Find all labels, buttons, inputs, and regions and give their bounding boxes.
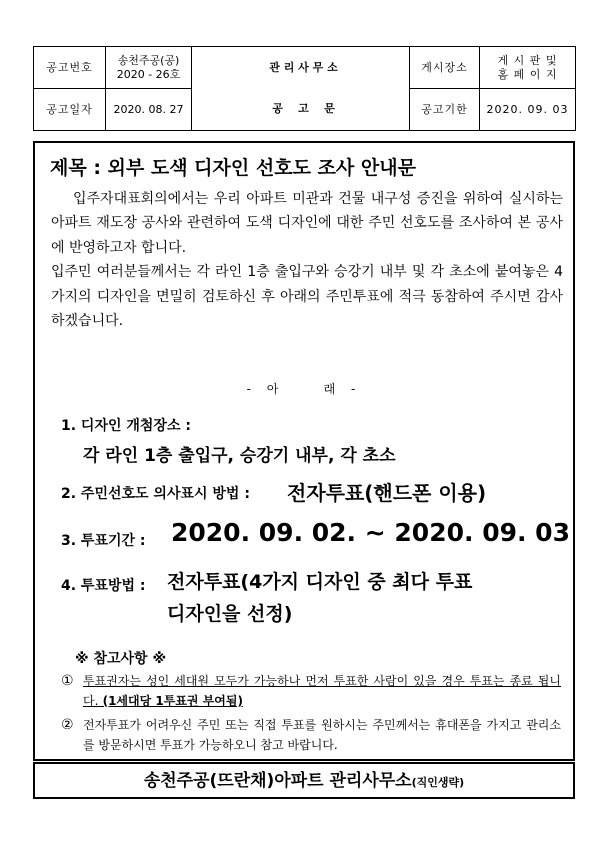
note-2-symbol: ② (61, 717, 74, 733)
notice-body (33, 141, 575, 761)
intro-text (51, 187, 563, 333)
note-1-text: 투표권자는 성인 세대원 모두가 가능하나 먼저 투표한 사람이 있을 경우 투표는 종료 됩니다. (83, 674, 561, 708)
note-1 (61, 671, 561, 711)
notice-date-value: 2020. 08. 27 (106, 89, 192, 131)
notice-number-value (106, 47, 192, 89)
item-2-value: 전자투표(핸드폰 이용) (287, 481, 487, 505)
item-1-value: 각 라인 1층 출입구, 승강기 내부, 각 초소 (83, 446, 396, 466)
post-place-line2: 홈 페 이 지 (497, 67, 558, 81)
office-title: 관 리 사 무 소 (192, 47, 410, 89)
item-3-label: 3. 투표기간 : (61, 533, 146, 549)
post-place-label: 게시장소 (410, 47, 480, 89)
post-place-value (480, 47, 576, 89)
intro-paragraph-2: 입주민 여러분들께서는 각 라인 1층 출입구와 승강기 내부 및 각 초소에 붙여놓은 4가지의 디자인을 면밀히 검토하신 후 아래의 주민투표에 적극 동참하여 주시면 감사하겠습니다. (51, 264, 563, 330)
notice-number-line2: 2020 - 26호 (116, 67, 181, 81)
item-4-value-line2: 디자인을 선정) (167, 603, 293, 625)
notice-number-line1: 송천주공(공) (117, 53, 180, 67)
notes-heading: ※ 참고사항 ※ (75, 651, 167, 667)
item-4-label: 4. 투표방법 : (61, 578, 146, 594)
intro-paragraph-1: 입주자대표회의에서는 우리 아파트 미관과 건물 내구성 증진을 위하여 실시하는 아파트 재도장 공사와 관련하여 도색 디자인에 대한 주민 선호도를 조사하여 본 공사에 반영하고자 합니다. (51, 191, 563, 256)
item-3-value: 2020. 09. 02. ~ 2020. 09. 03 (171, 518, 570, 547)
notice-period-label: 공고기한 (410, 89, 480, 131)
notice-header-table (33, 46, 576, 131)
announcement-title: 공 고 문 (192, 89, 410, 131)
note-2 (61, 715, 561, 755)
note-1-emphasis: (1세대당 1투표권 부여됨) (98, 694, 243, 708)
below-marker: - 아 래 - (246, 382, 362, 396)
office-signature (33, 762, 575, 799)
document-title: 제목 : 외부 도색 디자인 선호도 조사 안내문 (50, 157, 416, 179)
notice-period-value: 2020. 09. 03 (480, 89, 576, 131)
item-1-label: 1. 디자인 개첨장소 : (61, 418, 191, 434)
seal-note: (직인생략) (411, 776, 465, 789)
notice-date-label: 공고일자 (34, 89, 106, 131)
item-2-label: 2. 주민선호도 의사표시 방법 : (61, 486, 250, 502)
notice-number-label: 공고번호 (34, 47, 106, 89)
note-1-symbol: ① (61, 673, 74, 689)
office-name: 송천주공(뜨란채)아파트 관리사무소 (143, 771, 412, 791)
post-place-line1: 게 시 판 및 (497, 53, 558, 67)
note-2-text: 전자투표가 어려우신 주민 또는 직접 투표를 원하시는 주민께서는 휴대폰을 가지고 관리소를 방문하시면 투표가 가능하오니 참고 바랍니다. (83, 718, 561, 752)
item-4-value-line1: 전자투표(4가지 디자인 중 최다 투표 (167, 571, 473, 593)
